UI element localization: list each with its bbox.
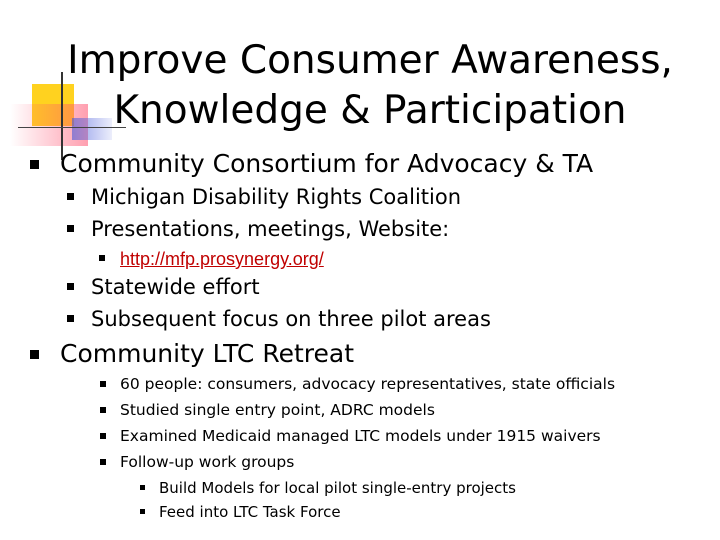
- list-item-level3: [120, 426, 601, 446]
- list-item-level3: [120, 247, 324, 272]
- square-bullet-icon: [67, 225, 74, 232]
- list-item-level4: [159, 478, 516, 498]
- list-item-text: Community Consortium for Advocacy & TA: [60, 149, 594, 178]
- list-item-text: Studied single entry point, ADRC models: [120, 401, 435, 419]
- square-bullet-icon: [99, 255, 105, 261]
- list-item-text: Michigan Disability Rights Coalition: [91, 185, 462, 209]
- square-bullet-icon: [30, 350, 39, 359]
- list-item-level4: [159, 502, 341, 522]
- square-bullet-icon: [100, 459, 106, 465]
- list-item-text: Statewide effort: [91, 275, 260, 299]
- list-item-level2: [91, 306, 491, 332]
- square-bullet-icon: [100, 407, 106, 413]
- title-line-2: Knowledge & Participation: [113, 88, 627, 133]
- square-bullet-icon: [100, 381, 106, 387]
- list-item-text: Follow-up work groups: [120, 453, 295, 471]
- square-bullet-icon: [140, 485, 145, 490]
- website-link[interactable]: http://mfp.prosynergy.org/: [120, 249, 324, 269]
- list-item-text: Feed into LTC Task Force: [159, 503, 341, 521]
- list-item-level2: [91, 216, 449, 242]
- list-item-text: Presentations, meetings, Website:: [91, 217, 450, 241]
- list-item-level2: [91, 184, 461, 210]
- list-item-text: Subsequent focus on three pilot areas: [91, 307, 491, 331]
- square-bullet-icon: [30, 160, 39, 169]
- square-bullet-icon: [67, 315, 74, 322]
- list-item-level2: [91, 274, 260, 300]
- title-line-1: Improve Consumer Awareness,: [67, 38, 673, 83]
- square-bullet-icon: [67, 283, 74, 290]
- list-item-level3: [120, 400, 435, 420]
- square-bullet-icon: [140, 509, 145, 514]
- list-item-level1: [60, 149, 593, 179]
- square-bullet-icon: [67, 193, 74, 200]
- list-item-level3: [120, 374, 615, 394]
- square-bullet-icon: [100, 433, 106, 439]
- list-item-level3: [120, 452, 294, 472]
- list-item-level1: [60, 339, 354, 369]
- list-item-text: Community LTC Retreat: [60, 339, 354, 368]
- list-item-text: Examined Medicaid managed LTC models under 1915 waivers: [120, 427, 601, 445]
- slide-title: [40, 36, 700, 136]
- list-item-text: Build Models for local pilot single-entry projects: [159, 479, 516, 497]
- list-item-text: 60 people: consumers, advocacy representatives, state officials: [120, 375, 616, 393]
